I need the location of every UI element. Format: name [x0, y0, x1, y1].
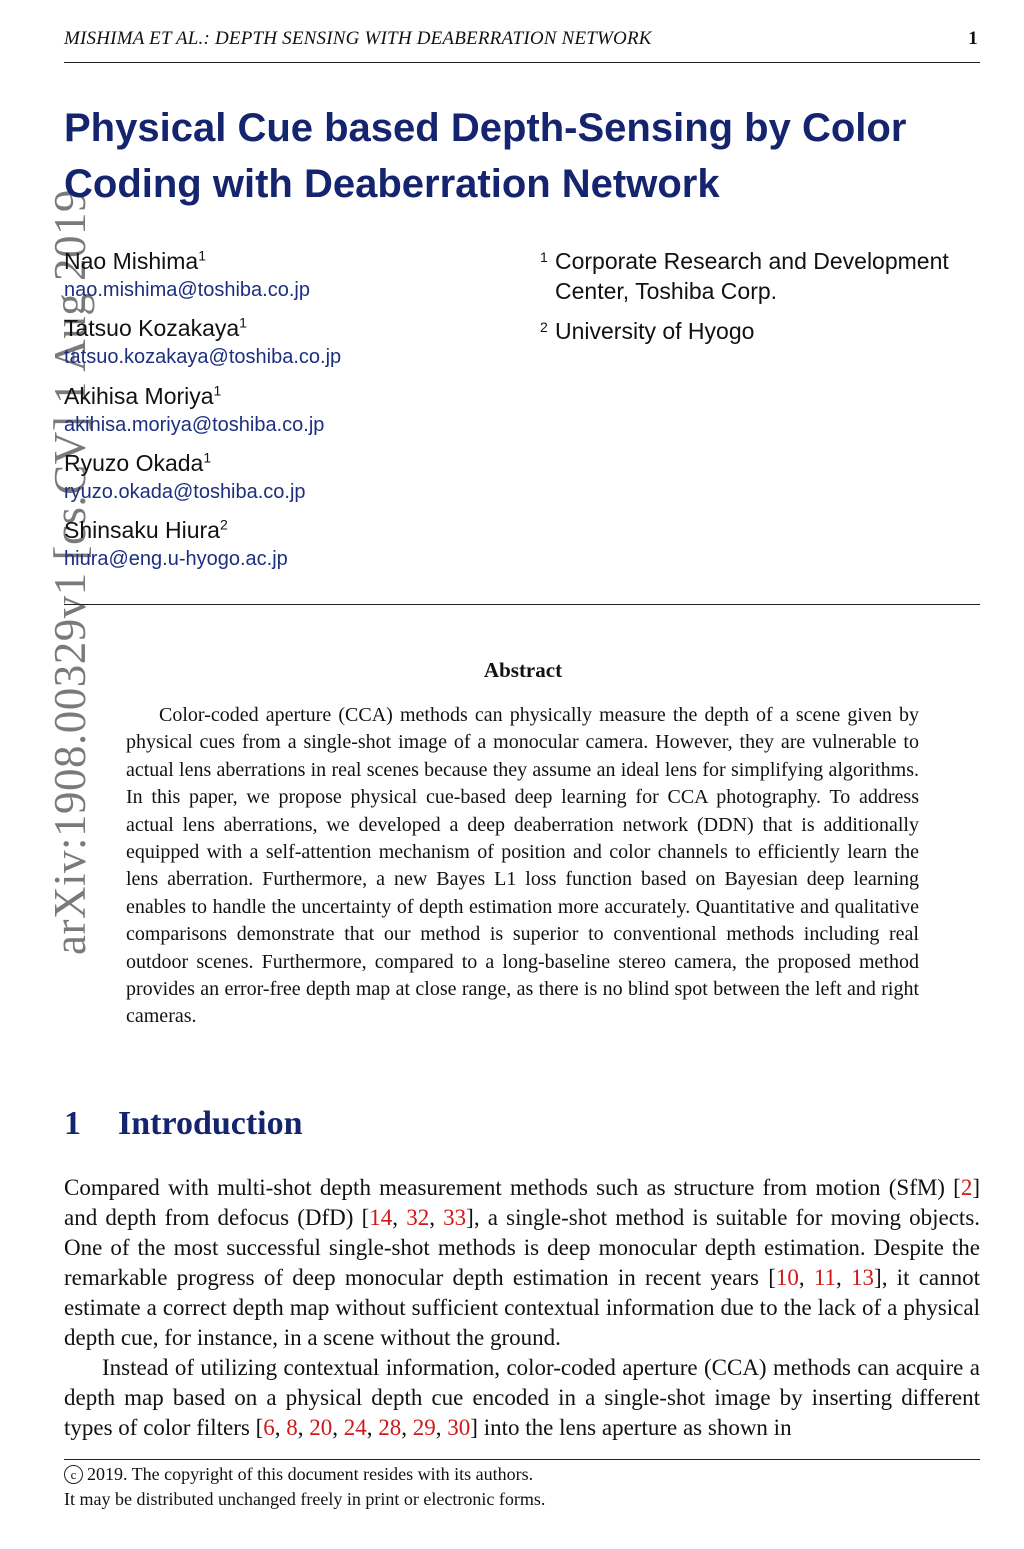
author-email[interactable]: nao.mishima@toshiba.co.jp: [64, 279, 310, 301]
author-email[interactable]: ryuzo.okada@toshiba.co.jp: [64, 481, 306, 503]
affiliation-text: Corporate Research and Development Center, Toshiba Corp.: [555, 248, 949, 304]
author-name: Shinsaku Hiura$^2$: [64, 516, 228, 543]
citation-link[interactable]: 33: [443, 1205, 467, 1230]
section-title: Introduction: [118, 1105, 303, 1142]
author-block: [64, 246, 310, 304]
intro-paragraph-1: Compared with multi-shot depth measurement methods such as structure from motion (SfM) [2] and depth from defocus (DfD) [14, 32, 33], a single-shot method is suitable for moving objects. One of the most successful single-shot methods is deep monocular depth estimation. Despite the remarkable progress of deep monocular depth estimation in recent years [10, 11, 13], it cannot estimate a correct depth map without sufficient contextual information due to the lack of a physical depth cue, for instance, in a scene without the ground.: [64, 1175, 981, 1350]
citation-link[interactable]: 24: [343, 1415, 367, 1440]
copyright-line: c 2019. The copyright of this document resides with its authors.: [64, 1462, 980, 1487]
citation-link[interactable]: 11: [813, 1265, 837, 1290]
citation-link[interactable]: 6: [263, 1415, 275, 1440]
citation-link[interactable]: 32: [406, 1205, 430, 1230]
paper-title: Physical Cue based Depth-Sensing by Color Coding with Deaberration Network: [64, 106, 907, 206]
author-name: Nao Mishima$^1$: [64, 247, 207, 274]
page-number: 1: [968, 28, 978, 49]
section-heading: [64, 1105, 303, 1143]
citation-link[interactable]: 30: [447, 1415, 471, 1440]
running-header: [64, 28, 980, 63]
affiliation-text: University of Hyogo: [555, 318, 755, 344]
citation-link[interactable]: 14: [369, 1205, 393, 1230]
author-name: Tatsuo Kozakaya$^1$: [64, 314, 247, 341]
author-name: Akihisa Moriya$^1$: [64, 382, 222, 409]
citation-link[interactable]: 28: [378, 1415, 402, 1440]
abstract-heading: Abstract: [483, 658, 563, 682]
author-email[interactable]: hiura@eng.u-hyogo.ac.jp: [64, 548, 288, 570]
affiliation-mark: 2: [540, 319, 548, 335]
distribution-line: It may be distributed unchanged freely in print or electronic forms.: [64, 1489, 546, 1509]
citation-link[interactable]: 13: [851, 1265, 875, 1290]
intro-paragraph-2: Instead of utilizing contextual information, color-coded aperture (CCA) methods can acquire a depth map based on a physical depth cue encoded in a single-shot image by inserting different types of color filters [6, 8, 20, 24, 28, 29, 30] into the lens aperture as shown in: [64, 1355, 980, 1440]
author-block: [64, 313, 341, 371]
running-title: MISHIMA ET AL.: DEPTH SENSING WITH DEABERRATION NETWORK: [64, 28, 652, 49]
footnote-divider: [64, 1459, 980, 1460]
divider: [64, 604, 980, 605]
citation-link[interactable]: 8: [286, 1415, 298, 1440]
citation-link[interactable]: 20: [309, 1415, 333, 1440]
citation-link[interactable]: 2: [960, 1175, 973, 1200]
author-email[interactable]: akihisa.moriya@toshiba.co.jp: [64, 414, 325, 436]
abstract-text: Color-coded aperture (CCA) methods can physically measure the depth of a scene given by physical cues from a single-shot image of a monocular camera. However, they are vulnerable to actual lens aberrations in real scenes because they assume an ideal lens for simplifying algorithms. In this paper, we propose physical cue-based deep learning for CCA photography. To address actual lens aberrations, we developed a deep deaberration network (DDN) that is additionally equipped with a self-attention mechanism of position and color channels to efficiently learn the lens aberration. Furthermore, a new Bayes L1 loss function based on Bayesian deep learning enables to handle the uncertainty of depth estimation more accurately. Quantitative and qualitative comparisons demonstrate that our method is superior to conventional methods including real outdoor scenes. Furthermore, compared to a long-baseline stereo camera, the proposed method provides an error-free depth map at close range, as there is no blind spot between the left and right cameras.: [126, 704, 919, 1028]
author-block: [64, 515, 288, 573]
copyright-icon: c: [64, 1465, 83, 1484]
copyright-footer: [64, 1462, 980, 1512]
author-email[interactable]: tatsuo.kozakaya@toshiba.co.jp: [64, 346, 342, 368]
affiliation-mark: 1: [540, 249, 548, 265]
author-block: [64, 381, 324, 439]
citation-link[interactable]: 10: [775, 1265, 799, 1290]
author-name: Ryuzo Okada$^1$: [64, 449, 212, 476]
arxiv-side-stamp: arXiv:1908.00329v1 [cs.CV] 1 Aug 2019: [45, 189, 95, 955]
section-number: 1: [64, 1105, 81, 1142]
citation-link[interactable]: 29: [412, 1415, 436, 1440]
author-block: [64, 448, 306, 506]
